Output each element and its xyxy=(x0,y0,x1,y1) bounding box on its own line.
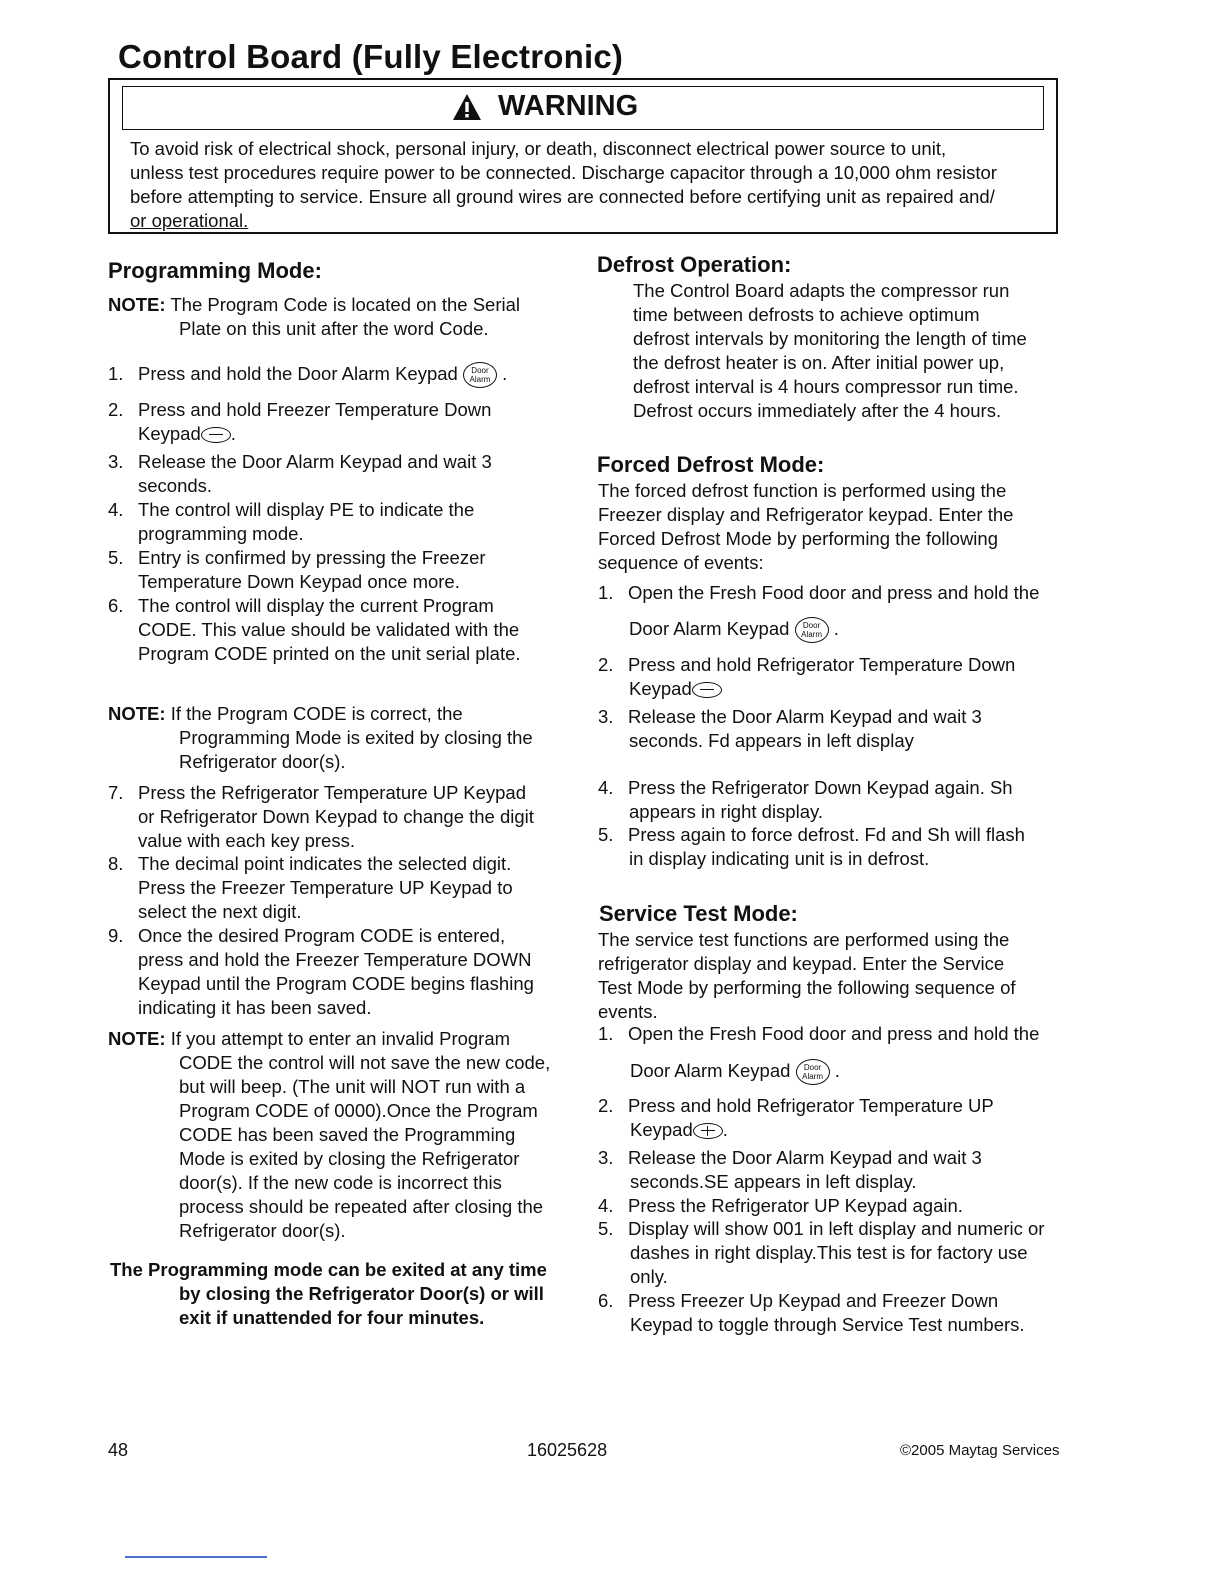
programming-step-3: 3. Release the Door Alarm Keypad and wait 3 xyxy=(108,451,492,472)
minus-key-icon xyxy=(201,427,231,443)
programming-step-1: 1. Press and hold the Door Alarm Keypad Door Alarm . xyxy=(108,362,507,388)
door-alarm-key-icon: Door Alarm xyxy=(795,617,829,643)
warning-heading: WARNING xyxy=(498,90,639,122)
programming-heading: Programming Mode: xyxy=(108,258,322,283)
service-step-6: 6. Press Freezer Up Keypad and Freezer Down xyxy=(598,1290,999,1311)
service-step-1: 1. Open the Fresh Food door and press and hold the xyxy=(598,1023,1040,1044)
programming-note-2: NOTE: If the Program CODE is correct, the xyxy=(108,703,463,724)
forced-step-4: 4. Press the Refrigerator Down Keypad again. Sh xyxy=(598,777,1013,798)
page-number: 48 xyxy=(108,1440,129,1460)
programming-note-3: NOTE: If you attempt to enter an invalid Program xyxy=(108,1028,511,1049)
warning-text: To avoid risk of electrical shock, personal injury, or death, disconnect electrical power source to unit, unless test procedures require power to be connected. Discharge capacitor through a 10,000 ohm resistor before attempting to service. Ensure all ground wires are connected before certifying unit as repaired and/ or operational. xyxy=(130,138,997,231)
forced-defrost-heading: Forced Defrost Mode: xyxy=(597,452,825,477)
programming-note-1: NOTE: The Program Code is located on the Serial xyxy=(108,294,521,315)
programming-step-7: 7. Press the Refrigerator Temperature UP Keypad xyxy=(108,782,527,803)
programming-step-8: 8. The decimal point indicates the selected digit. xyxy=(108,853,512,874)
minus-key-icon xyxy=(692,682,722,698)
service-step-4: 4. Press the Refrigerator UP Keypad again. xyxy=(598,1195,963,1216)
programming-step-9: 9. Once the desired Program CODE is entered, xyxy=(108,925,506,946)
service-step-5: 5. Display will show 001 in left display and numeric or xyxy=(598,1218,1045,1239)
warning-header xyxy=(452,90,638,123)
forced-step-2: 2. Press and hold Refrigerator Temperature Down xyxy=(598,654,1016,675)
programming-step-6: 6. The control will display the current Program xyxy=(108,595,494,616)
programming-step-5: 5. Entry is confirmed by pressing the Freezer xyxy=(108,547,486,568)
programming-step-2: 2. Press and hold Freezer Temperature Down xyxy=(108,399,492,420)
document-number: 16025628 xyxy=(527,1440,608,1460)
door-alarm-key-icon: Door Alarm xyxy=(463,362,497,388)
door-alarm-key-icon: Door Alarm xyxy=(796,1059,830,1085)
page-title: Control Board (Fully Electronic) xyxy=(118,38,624,75)
copyright: ©2005 Maytag Services xyxy=(900,1442,1060,1459)
programming-step-4: 4. The control will display PE to indicate the xyxy=(108,499,475,520)
defrost-heading: Defrost Operation: xyxy=(597,252,792,277)
plus-key-icon xyxy=(693,1123,723,1139)
warning-triangle-icon xyxy=(452,93,482,121)
forced-step-3: 3. Release the Door Alarm Keypad and wait 3 xyxy=(598,706,982,727)
service-step-3: 3. Release the Door Alarm Keypad and wait 3 xyxy=(598,1147,982,1168)
forced-step-1: 1. Open the Fresh Food door and press and hold the xyxy=(598,582,1040,603)
programming-exit-note: The Programming mode can be exited at any time xyxy=(110,1259,547,1280)
service-step-2: 2. Press and hold Refrigerator Temperature UP xyxy=(598,1095,994,1116)
scan-artifact-line xyxy=(125,1556,267,1558)
forced-step-5: 5. Press again to force defrost. Fd and Sh will flash xyxy=(598,824,1025,845)
service-test-heading: Service Test Mode: xyxy=(599,901,798,926)
